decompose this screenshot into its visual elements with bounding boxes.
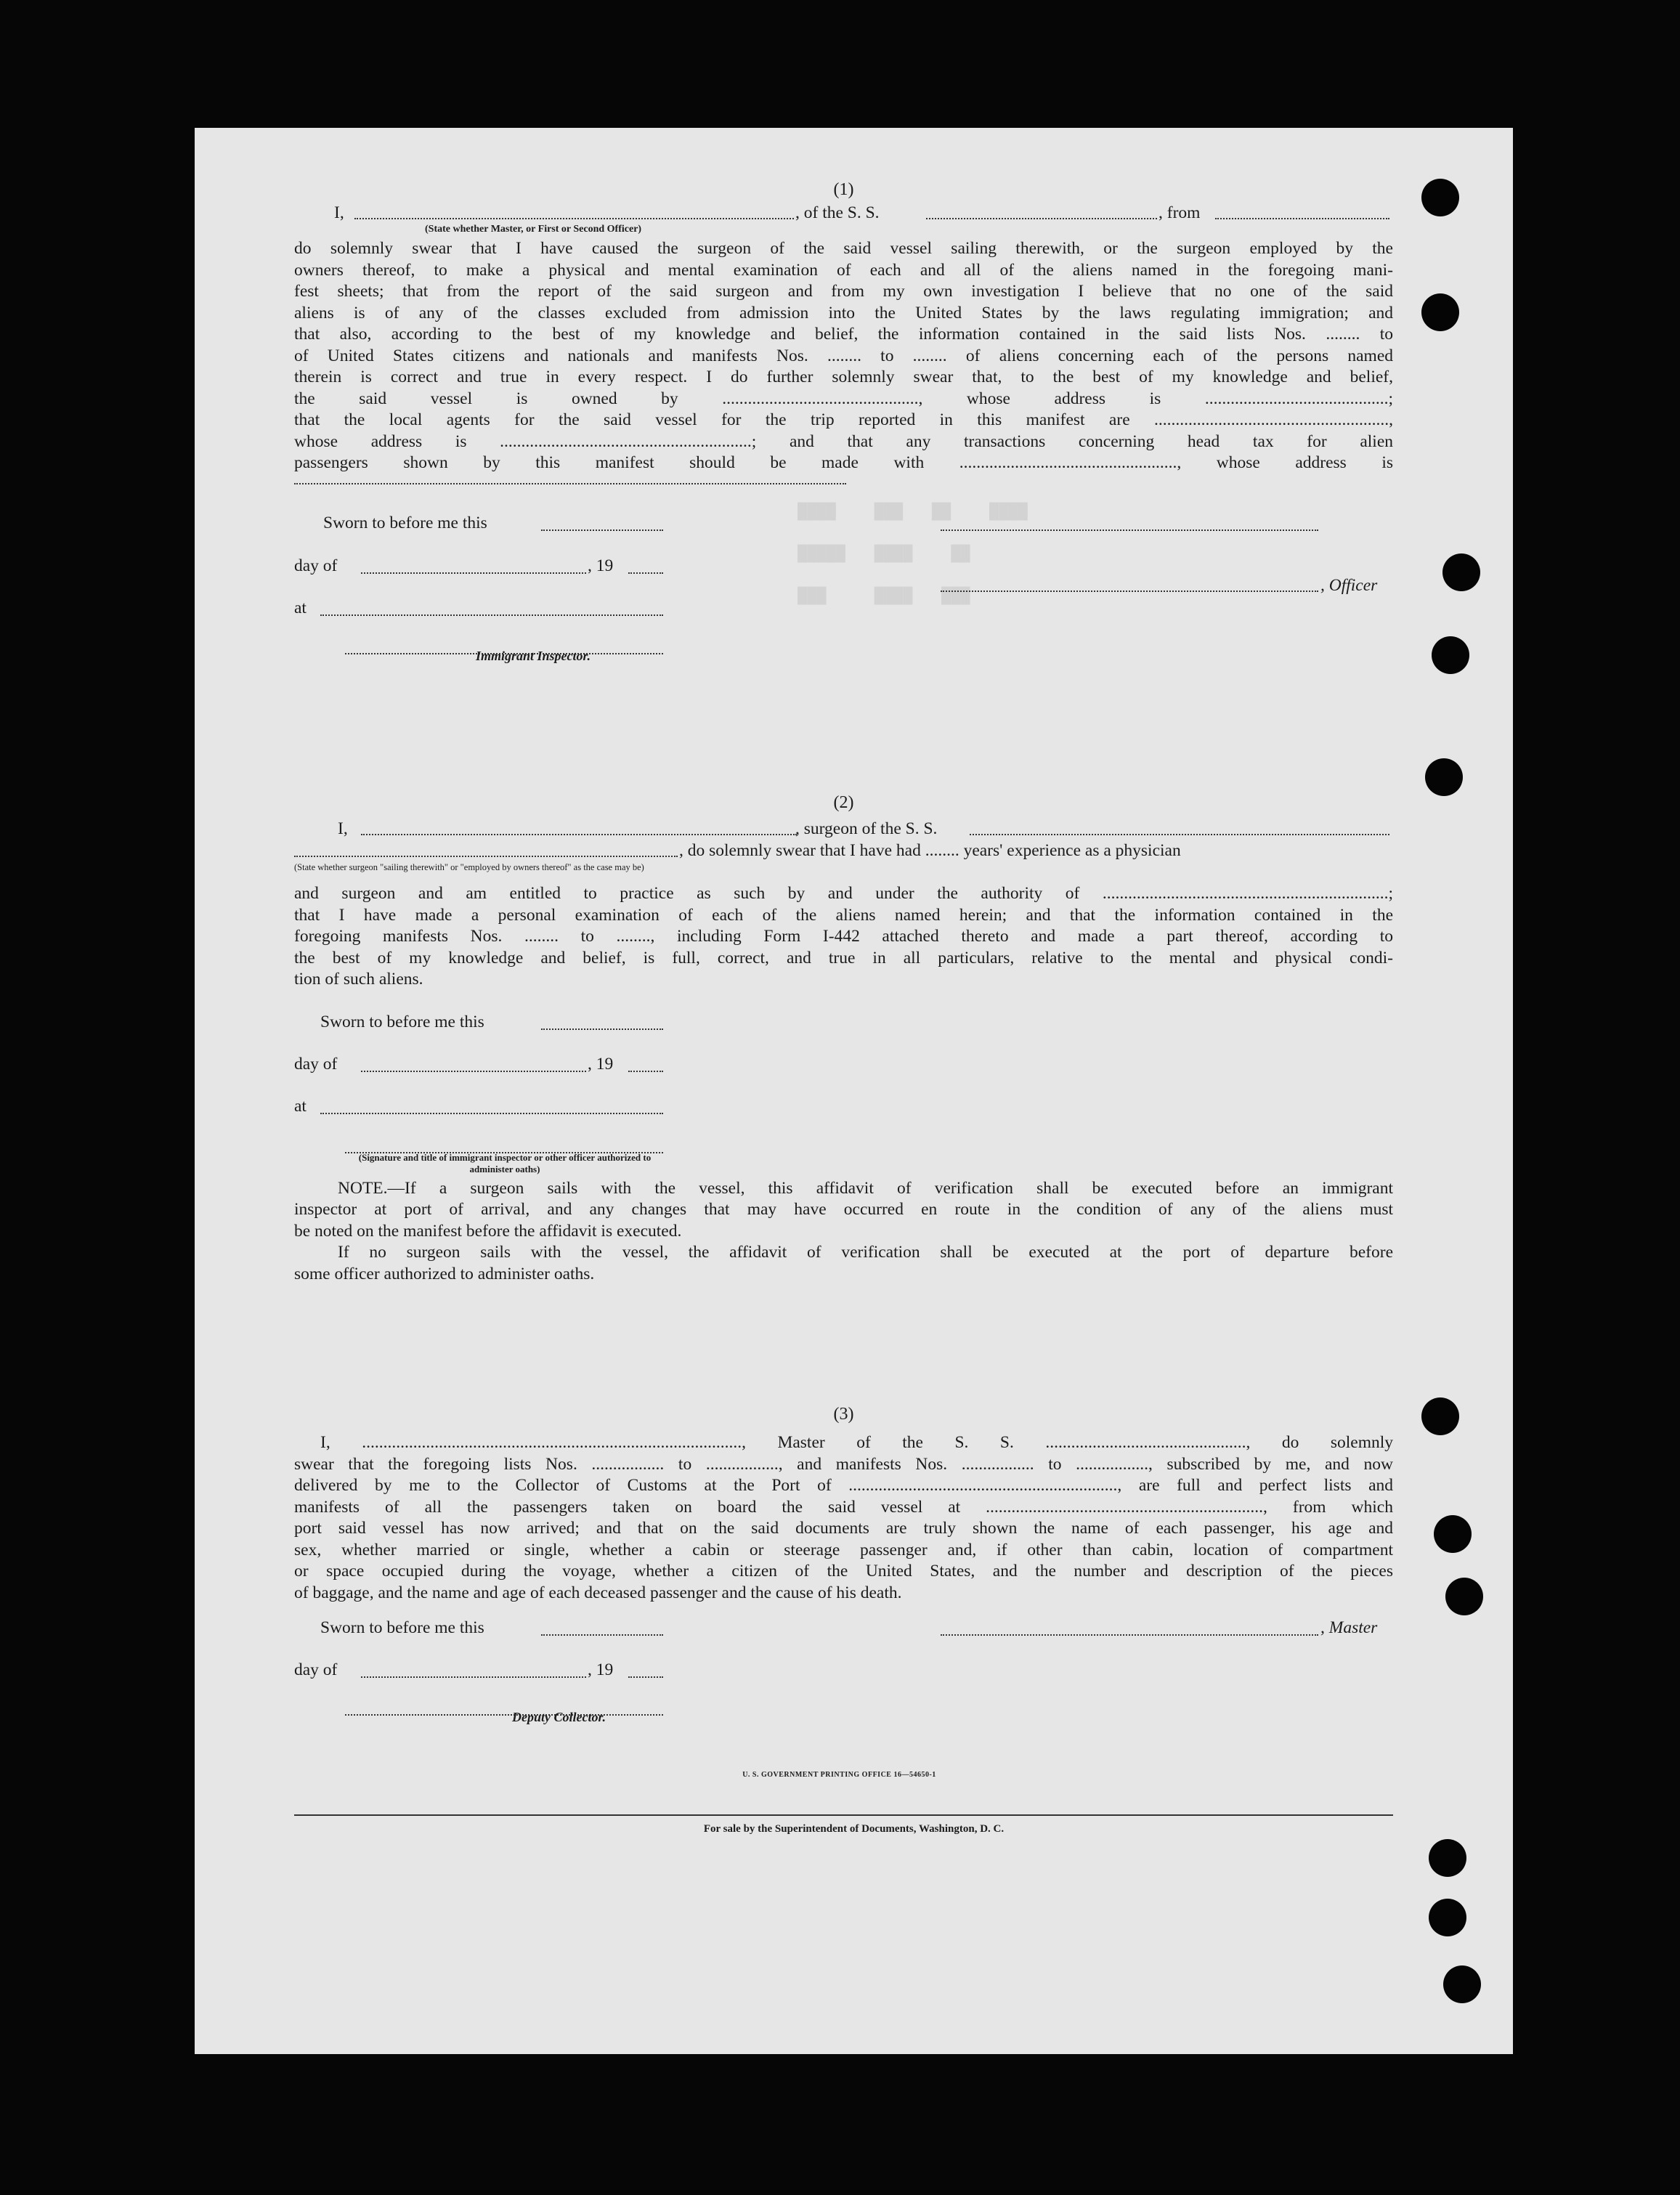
sworn-label: Sworn to before me this xyxy=(320,1618,484,1637)
ship-name-blank xyxy=(970,821,1389,835)
surgeon-name-blank xyxy=(361,821,797,835)
text-line: tion of such aliens. xyxy=(294,970,423,989)
day-of-label: day of xyxy=(294,1660,338,1679)
signature-blank xyxy=(345,1139,663,1153)
text-line: the said vessel is owned by .............................................., whose address is ...........................................; xyxy=(294,389,1393,408)
year-label: , 19 xyxy=(588,1054,614,1074)
binder-hole xyxy=(1445,1578,1483,1615)
sworn-label: Sworn to before me this xyxy=(320,1012,484,1031)
text-line: swear that the foregoing lists Nos. ................. to ................., and manifests Nos. ................. to ................., subscribed by me, and now xyxy=(294,1454,1393,1474)
officer-label: , Officer xyxy=(1320,575,1378,595)
note-line: inspector at port of arrival, and any changes that may have occurred en route in the condition of any of the aliens must xyxy=(294,1200,1393,1219)
section-number: (2) xyxy=(833,793,854,812)
text-line: I, ........................................................................................., Master of the S. S. ..............................................., do solemnly xyxy=(320,1433,1393,1452)
from-label: , from xyxy=(1158,203,1201,222)
text-line: do solemnly swear that I have caused the surgeon of the said vessel sailing therewith, or the surgeon employed by the xyxy=(294,239,1393,258)
text-line: or space occupied during the voyage, whether a citizen of the United States, and the number and description of the pieces xyxy=(294,1562,1393,1581)
section-number: (1) xyxy=(833,180,854,199)
text-line: whose address is ...........................................................; and that any transactions concerning head tax for alien xyxy=(294,431,1393,451)
at-blank xyxy=(320,601,663,616)
binder-hole xyxy=(1443,1965,1481,2003)
binder-hole xyxy=(1432,636,1469,674)
state-note: (State whether surgeon "sailing therewith" or "employed by owners thereof" as the case may be) xyxy=(294,862,644,872)
oath-paragraph xyxy=(294,883,1393,991)
master-label: , Master xyxy=(1320,1618,1378,1637)
sworn-blank xyxy=(541,1015,663,1030)
binder-hole xyxy=(1434,1515,1472,1553)
at-label: at xyxy=(294,1096,307,1116)
binder-hole xyxy=(1421,1397,1459,1435)
text-line: that also, according to the best of my knowledge and belief, the information contained in the said lists Nos. ........ to xyxy=(294,325,1393,344)
year-blank xyxy=(628,1058,663,1072)
i-label: I, xyxy=(338,819,348,838)
section-master-affidavit xyxy=(294,179,1393,666)
binder-hole xyxy=(1429,1899,1466,1936)
signature-note: (Signature and title of immigrant inspector or other officer authorized to administer oaths) xyxy=(358,1151,652,1174)
text-line: owners thereof, to make a physical and mental examination of each and all of the aliens named in the foregoing mani- xyxy=(294,260,1393,280)
at-label: at xyxy=(294,598,307,617)
officer-name-blank xyxy=(941,577,1318,592)
text-line: aliens is of any of the classes excluded from admission into the United States by the laws regulating immigration; and xyxy=(294,303,1393,322)
note-line: be noted on the manifest before the affidavit is executed. xyxy=(294,1221,682,1241)
name-blank xyxy=(354,205,794,219)
text-line: port said vessel has now arrived; and that on the said documents are truly shown the name of each passenger, his age and xyxy=(294,1519,1393,1538)
i-label: I, xyxy=(334,203,344,222)
footer-rule xyxy=(294,1814,1393,1816)
text-line: passengers shown by this manifest should be made with ..................................................., whose address is xyxy=(294,453,1393,472)
binder-hole xyxy=(1429,1839,1466,1877)
ship-name-blank xyxy=(926,205,1157,219)
binder-hole xyxy=(1442,553,1480,591)
year-label: , 19 xyxy=(588,556,614,575)
at-blank xyxy=(320,1100,663,1114)
day-blank xyxy=(361,1058,586,1072)
text-line: delivered by me to the Collector of Customs at the Port of ..............................................................., are full and perfect lists and xyxy=(294,1476,1393,1495)
from-port-blank xyxy=(1215,205,1389,219)
section-number: (3) xyxy=(833,1405,854,1424)
text-line: therein is correct and true in every respect. I do further solemnly swear that, to the best of my knowledge and belief, xyxy=(294,368,1393,386)
day-blank xyxy=(361,1663,586,1678)
day-blank xyxy=(361,559,586,574)
inspector-caption: Immigrant Inspector. xyxy=(476,648,591,663)
surgeon-status-blank xyxy=(294,843,678,857)
binder-hole xyxy=(1425,758,1463,796)
text-line: the best of my knowledge and belief, is full, correct, and true in all particulars, relative to the mental and physical condi- xyxy=(294,948,1393,967)
text-line: of baggage, and the name and age of each deceased passenger and the cause of his death. xyxy=(294,1583,902,1602)
collector-signature-blank xyxy=(345,1701,663,1716)
text-line: fest sheets; that from the report of the said surgeon and from my own investigation I believe that no one of the said xyxy=(294,282,1393,301)
section-master-lists-affidavit xyxy=(294,1403,1393,1749)
for-sale-notice: For sale by the Superintendent of Documents, Washington, D. C. xyxy=(703,1823,1005,1835)
note-line: If no surgeon sails with the vessel, the affidavit of verification shall be executed at the port of departure before xyxy=(338,1243,1393,1262)
of-ss-label: , of the S. S. xyxy=(795,203,880,222)
text-line: sex, whether married or single, whether a cabin or steerage passenger and, if other than cabin, location of compartment xyxy=(294,1540,1393,1559)
text-line: and surgeon and am entitled to practice as such by and under the authority of ...................................................................; xyxy=(294,884,1393,903)
note-line: some officer authorized to administer oaths. xyxy=(294,1264,595,1283)
bleed-through-text: ████ ███ ██ ████ █████ ████ ██ ███ ████ ███ xyxy=(798,503,1028,605)
oath-paragraph xyxy=(294,1432,1393,1604)
section-surgeon-affidavit xyxy=(294,792,1393,1285)
sworn-blank xyxy=(541,1621,663,1636)
collector-caption: Deputy Collector. xyxy=(512,1710,606,1724)
day-of-label: day of xyxy=(294,556,338,575)
text-line: manifests of all the passengers taken on board the said vessel at ................................................................., from which xyxy=(294,1497,1393,1517)
text-line: that I have made a personal examination of each of the aliens named herein; and that the information contained in the xyxy=(294,905,1393,925)
officer-signature-blank xyxy=(941,516,1318,531)
document-page xyxy=(195,128,1513,2054)
year-blank xyxy=(628,559,663,574)
binder-hole xyxy=(1421,179,1459,216)
text-line: foregoing manifests Nos. ........ to ........, including Form I-442 attached thereto and made a part thereof, according to xyxy=(294,927,1393,946)
text-line: that the local agents for the said vessel for the trip reported in this manifest are ......................................................., xyxy=(294,410,1393,429)
sworn-blank xyxy=(541,516,663,531)
text-line: of United States citizens and nationals and manifests Nos. ........ to ........ of aliens concerning each of the persons named xyxy=(294,346,1393,365)
year-label: , 19 xyxy=(588,1660,614,1679)
note-paragraph xyxy=(294,1178,1393,1286)
note-line: NOTE.—If a surgeon sails with the vessel, this affidavit of verification shall be executed before an immigrant xyxy=(338,1178,1393,1198)
oath-paragraph xyxy=(294,238,1393,474)
surgeon-of-label: , surgeon of the S. S. xyxy=(795,819,938,838)
state-note: (State whether Master, or First or Second Officer) xyxy=(425,224,642,235)
day-of-label: day of xyxy=(294,1054,338,1074)
year-blank xyxy=(628,1663,663,1678)
master-signature-blank xyxy=(941,1621,1318,1636)
swear-years-label: , do solemnly swear that I have had ........ years' experience as a physician xyxy=(679,841,1181,860)
sworn-label: Sworn to before me this xyxy=(323,513,487,532)
print-office-imprint: U. S. GOVERNMENT PRINTING OFFICE 16—54650-1 xyxy=(742,1771,936,1779)
binder-hole xyxy=(1421,293,1459,331)
